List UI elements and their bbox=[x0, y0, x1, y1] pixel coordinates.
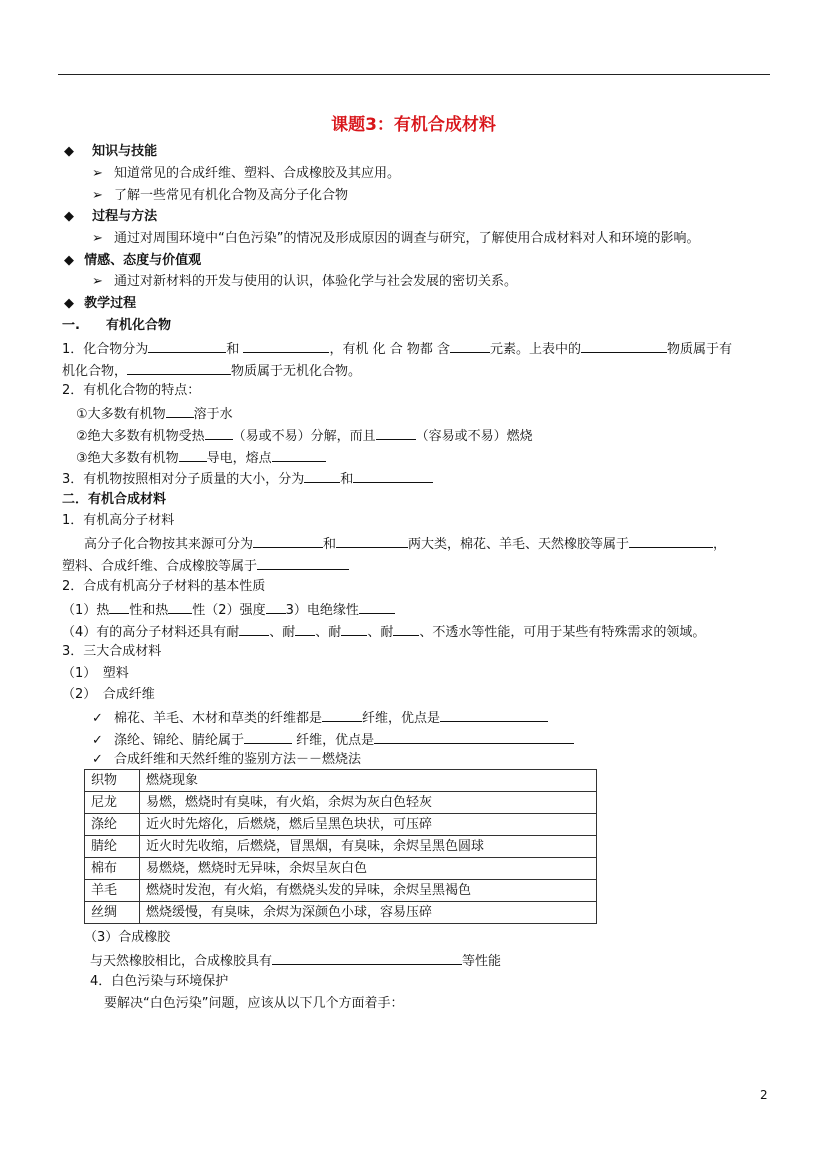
s1-text: ， bbox=[713, 537, 727, 552]
diamond-icon: ◆ bbox=[64, 296, 74, 311]
table-row bbox=[85, 880, 597, 902]
part1-q3 bbox=[62, 469, 433, 489]
part2-s1: 1．有机高分子材料 bbox=[62, 513, 175, 528]
part2-s2-line1 bbox=[62, 600, 395, 620]
answer-blank[interactable] bbox=[450, 339, 490, 353]
table-cell-phenomenon: 近火时先收缩，后燃烧，冒黑烟，有臭味，余烬呈黑色圆球 bbox=[140, 836, 597, 858]
table-cell-phenomenon: 易燃烧，燃烧时无异味，余烬呈灰白色 bbox=[140, 858, 597, 880]
answer-blank[interactable] bbox=[168, 600, 192, 614]
arrow-icon: ➢ bbox=[92, 231, 103, 246]
part1-q2-3 bbox=[76, 448, 326, 468]
part2-s1-line bbox=[84, 534, 726, 554]
page-title: 课题3：有机合成材料 bbox=[331, 115, 496, 135]
table-cell-phenomenon: 易燃，燃烧时有臭味，有火焰，余烬为灰白色轻灰 bbox=[140, 792, 597, 814]
fiber-text: 棉花、羊毛、木材和草类的纤维都是 bbox=[114, 711, 323, 726]
part1-q1 bbox=[62, 339, 732, 359]
teaching-heading-row bbox=[64, 295, 136, 313]
answer-blank[interactable] bbox=[336, 534, 408, 548]
check-icon: ✓ bbox=[92, 752, 103, 767]
emotion-item-1 bbox=[92, 273, 517, 291]
part2-s4: 4．白色污染与环境保护 bbox=[90, 974, 229, 989]
part1-q2-2 bbox=[76, 426, 533, 446]
answer-blank[interactable] bbox=[359, 600, 395, 614]
diamond-icon: ◆ bbox=[64, 209, 74, 224]
table-header-cell: 燃烧现象 bbox=[140, 770, 597, 792]
process-item-text: 通过对周围环境中“白色污染”的情况及形成原因的调查与研究，了解使用合成材料对人和环境的影响。 bbox=[114, 231, 700, 246]
q2-text: 溶于水 bbox=[193, 407, 233, 422]
s2-text: 性（2）强度 bbox=[192, 603, 266, 618]
table-row bbox=[85, 902, 597, 924]
answer-blank[interactable] bbox=[244, 730, 292, 744]
answer-blank[interactable] bbox=[440, 708, 548, 722]
rubber-text: 与天然橡胶相比，合成橡胶具有 bbox=[90, 954, 273, 969]
emotion-heading-row bbox=[64, 252, 201, 270]
answer-blank[interactable] bbox=[253, 534, 323, 548]
part2-s1-cont bbox=[62, 556, 349, 576]
table-row bbox=[85, 836, 597, 858]
emotion-heading: 情感、态度与价值观 bbox=[84, 253, 202, 268]
q1-text: 机化合物， bbox=[62, 364, 128, 379]
table-cell-fabric: 尼龙 bbox=[85, 792, 140, 814]
part2-heading: 二．有机合成材料 bbox=[62, 492, 167, 507]
fiber-item-2 bbox=[92, 730, 574, 750]
s1-text: 两大类，棉花、羊毛、天然橡胶等属于 bbox=[408, 537, 630, 552]
q1-text: 和 bbox=[226, 342, 240, 357]
q2-text: （容易或不易）燃烧 bbox=[415, 429, 533, 444]
arrow-icon: ➢ bbox=[92, 166, 103, 181]
table-cell-fabric: 羊毛 bbox=[85, 880, 140, 902]
fiber-text: 合成纤维和天然纤维的鉴别方法－－燃烧法 bbox=[114, 752, 362, 767]
answer-blank[interactable] bbox=[304, 469, 340, 483]
table-cell-fabric: 腈纶 bbox=[85, 836, 140, 858]
fiber-item-1 bbox=[92, 708, 548, 728]
q3-text: 3．有机物按照相对分子质量的大小，分为 bbox=[62, 472, 305, 487]
process-item-1 bbox=[92, 230, 699, 248]
arrow-icon: ➢ bbox=[92, 274, 103, 289]
fiber-text: 涤纶、锦纶、腈纶属于 bbox=[114, 733, 245, 748]
part2-s2: 2．合成有机高分子材料的基本性质 bbox=[62, 579, 266, 594]
part1-q2: 2．有机化合物的特点： bbox=[62, 383, 201, 398]
answer-blank[interactable] bbox=[272, 951, 462, 965]
teaching-heading: 教学过程 bbox=[84, 296, 137, 311]
answer-blank[interactable] bbox=[322, 708, 362, 722]
answer-blank[interactable] bbox=[109, 600, 129, 614]
knowledge-item-text: 知道常见的合成纤维、塑料、合成橡胶及其应用。 bbox=[114, 166, 401, 181]
part2-s2-line2 bbox=[62, 622, 705, 642]
part2-s4-line: 要解决“白色污染”问题，应该从以下几个方面着手： bbox=[104, 996, 404, 1011]
s1-text: 和 bbox=[323, 537, 337, 552]
q2-text: 导电，熔点 bbox=[206, 451, 272, 466]
answer-blank[interactable] bbox=[266, 600, 286, 614]
header-rule bbox=[58, 74, 770, 75]
s2-text: 、耐 bbox=[367, 625, 394, 640]
answer-blank[interactable] bbox=[205, 426, 233, 440]
q2-text: ①大多数有机物 bbox=[76, 407, 166, 422]
part2-s3-1: （1） 塑料 bbox=[62, 666, 129, 681]
page-number: 2 bbox=[760, 1088, 768, 1102]
arrow-icon: ➢ bbox=[92, 188, 103, 203]
answer-blank[interactable] bbox=[581, 339, 667, 353]
answer-blank[interactable] bbox=[166, 404, 194, 418]
s2-text: 、耐 bbox=[315, 625, 342, 640]
answer-blank[interactable] bbox=[295, 622, 315, 636]
process-heading: 过程与方法 bbox=[92, 209, 158, 224]
fiber-text: 纤维，优点是 bbox=[296, 733, 375, 748]
q1-text: 元素。上表中的 bbox=[489, 342, 581, 357]
check-icon: ✓ bbox=[92, 711, 103, 726]
s2-text: （1）热 bbox=[62, 603, 110, 618]
knowledge-heading-row bbox=[64, 143, 157, 161]
rubber-line bbox=[90, 951, 501, 971]
q2-text: （易或不易）分解，而且 bbox=[232, 429, 376, 444]
check-icon: ✓ bbox=[92, 733, 103, 748]
rubber-text: 等性能 bbox=[462, 954, 502, 969]
part1-q2-1 bbox=[76, 404, 233, 424]
table-cell-fabric: 涤纶 bbox=[85, 814, 140, 836]
s1-text: 高分子化合物按其来源可分为 bbox=[84, 537, 254, 552]
burning-test-table bbox=[84, 769, 597, 924]
part2-s3: 3．三大合成材料 bbox=[62, 644, 162, 659]
table-cell-phenomenon: 燃烧时发泡，有火焰，有燃烧头发的异味，余烬呈黑褐色 bbox=[140, 880, 597, 902]
table-header-row bbox=[85, 770, 597, 792]
knowledge-heading: 知识与技能 bbox=[92, 144, 158, 159]
process-heading-row bbox=[64, 208, 157, 226]
answer-blank[interactable] bbox=[272, 448, 326, 462]
answer-blank[interactable] bbox=[374, 730, 574, 744]
table-cell-fabric: 丝绸 bbox=[85, 902, 140, 924]
answer-blank[interactable] bbox=[257, 556, 349, 570]
answer-blank[interactable] bbox=[376, 426, 416, 440]
s2-text: （4）有的高分子材料还具有耐 bbox=[62, 625, 240, 640]
answer-blank[interactable] bbox=[341, 622, 367, 636]
q2-text: ②绝大多数有机物受热 bbox=[76, 429, 205, 444]
part2-s3-2: （2） 合成纤维 bbox=[62, 687, 155, 702]
table-row bbox=[85, 814, 597, 836]
answer-blank[interactable] bbox=[393, 622, 419, 636]
answer-blank[interactable] bbox=[629, 534, 713, 548]
s1-text: 塑料、合成纤维、合成橡胶等属于 bbox=[62, 559, 258, 574]
table-cell-fabric: 棉布 bbox=[85, 858, 140, 880]
answer-blank[interactable] bbox=[127, 361, 231, 375]
s2-text: 3）电绝缘性 bbox=[285, 603, 359, 618]
knowledge-item-1 bbox=[92, 165, 400, 183]
answer-blank[interactable] bbox=[179, 448, 207, 462]
answer-blank[interactable] bbox=[148, 339, 226, 353]
q1-text: ，有机 化 合 物都 含 bbox=[329, 342, 450, 357]
table-row bbox=[85, 792, 597, 814]
table-cell-phenomenon: 燃烧缓慢，有臭味，余烬为深颜色小球，容易压碎 bbox=[140, 902, 597, 924]
table-cell-phenomenon: 近火时先熔化，后燃烧，燃后呈黑色块状，可压碎 bbox=[140, 814, 597, 836]
part1-q1-cont bbox=[62, 361, 361, 381]
q2-text: ③绝大多数有机物 bbox=[76, 451, 179, 466]
q1-text: 物质属于有 bbox=[666, 342, 732, 357]
q1-text: 物质属于无机化合物。 bbox=[231, 364, 362, 379]
part1-heading: 一. 有机化合物 bbox=[62, 318, 171, 333]
q1-text: 1．化合物分为 bbox=[62, 342, 149, 357]
knowledge-item-text: 了解一些常见有机化合物及高分子化合物 bbox=[114, 188, 349, 203]
s2-text: 、不透水等性能，可用于某些有特殊需求的领域。 bbox=[419, 625, 706, 640]
fiber-text: 纤维，优点是 bbox=[362, 711, 441, 726]
diamond-icon: ◆ bbox=[64, 253, 74, 268]
answer-blank[interactable] bbox=[243, 339, 329, 353]
fiber-item-3 bbox=[92, 751, 361, 769]
emotion-item-text: 通过对新材料的开发与使用的认识，体验化学与社会发展的密切关系。 bbox=[114, 274, 518, 289]
diamond-icon: ◆ bbox=[64, 144, 74, 159]
knowledge-item-2 bbox=[92, 187, 348, 205]
answer-blank[interactable] bbox=[239, 622, 269, 636]
s2-text: 性和热 bbox=[129, 603, 169, 618]
table-header-cell: 织物 bbox=[85, 770, 140, 792]
q3-text: 和 bbox=[340, 472, 354, 487]
answer-blank[interactable] bbox=[353, 469, 433, 483]
s2-text: 、耐 bbox=[269, 625, 296, 640]
part2-s3-3: （3）合成橡胶 bbox=[84, 930, 171, 945]
table-row bbox=[85, 858, 597, 880]
